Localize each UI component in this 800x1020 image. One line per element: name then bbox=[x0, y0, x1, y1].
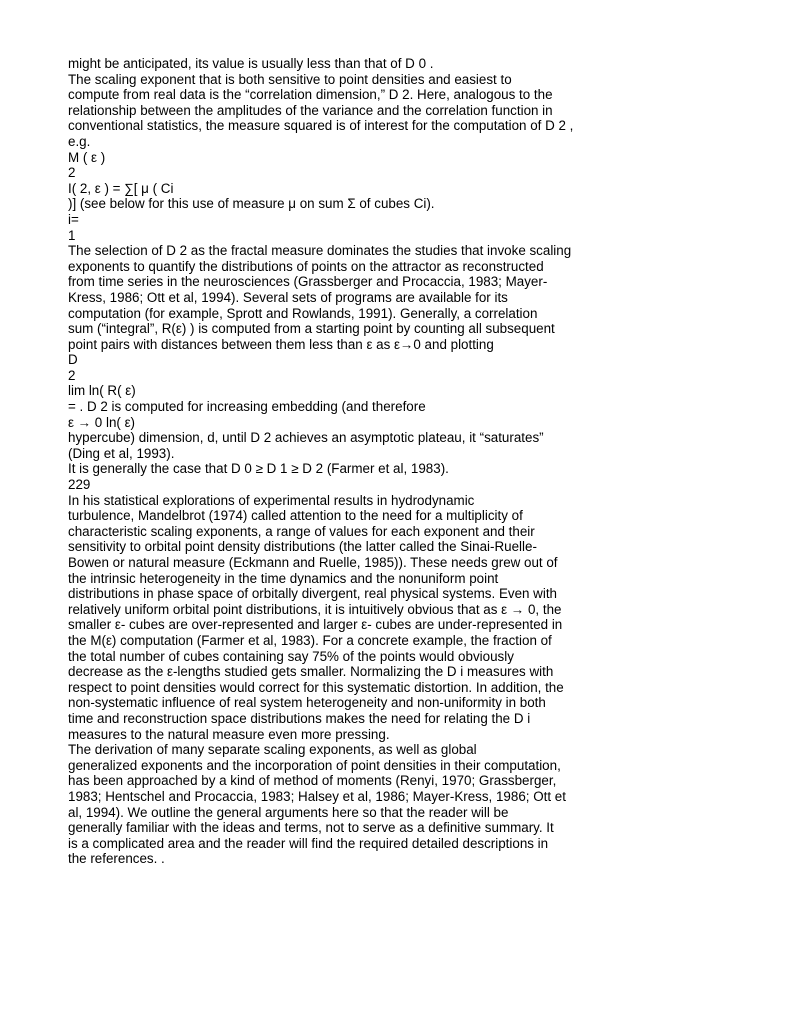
text-line: the intrinsic heterogeneity in the time dynamics and the nonuniform point bbox=[68, 570, 499, 586]
text-line: The selection of D 2 as the fractal measure dominates the studies that invoke scaling bbox=[68, 243, 572, 259]
text-line: computation (for example, Sprott and Rowlands, 1991). Generally, a correlation bbox=[68, 305, 538, 321]
text-line: respect to point densities would correct for this systematic distortion. In addition, the bbox=[68, 679, 564, 695]
formula-line: I( 2, ε ) = ∑[ μ ( Ci bbox=[68, 180, 174, 196]
text-line: generally familiar with the ideas and terms, not to serve as a definitive summary. It bbox=[68, 820, 554, 836]
formula-line: 2 bbox=[68, 367, 76, 383]
text-line: might be anticipated, its value is usually less than that of D 0 . bbox=[68, 56, 434, 71]
text-line: In his statistical explorations of experimental results in hydrodynamic bbox=[68, 492, 475, 508]
text-line: The scaling exponent that is both sensitive to point densities and easiest to bbox=[68, 71, 512, 87]
text-line: e.g. bbox=[68, 133, 91, 149]
text-line: is a complicated area and the reader will find the required detailed descriptions in bbox=[68, 835, 549, 851]
text-line: hypercube) dimension, d, until D 2 achieves an asymptotic plateau, it “saturates” bbox=[68, 430, 544, 446]
formula-line: i= bbox=[68, 211, 79, 227]
text-line: non-systematic influence of real system heterogeneity and non-uniformity in both bbox=[68, 695, 546, 711]
formula-line: ε → 0 ln( ε) bbox=[68, 414, 135, 430]
text-line: generalized exponents and the incorporation of point densities in their computation, bbox=[68, 757, 561, 773]
text-line: smaller ε- cubes are over-represented and larger ε- cubes are under-represented in bbox=[68, 617, 563, 633]
page-number: 229 bbox=[68, 477, 91, 493]
formula-line: 1 bbox=[68, 227, 76, 243]
text-line: 1983; Hentschel and Procaccia, 1983; Halsey et al, 1986; Mayer-Kress, 1986; Ott et bbox=[68, 788, 566, 804]
text-line: Bowen or natural measure (Eckmann and Ruelle, 1985)). These needs grew out of bbox=[68, 555, 558, 570]
text-line: characteristic scaling exponents, a range of values for each exponent and their bbox=[68, 523, 535, 539]
text-line: the M(ε) computation (Farmer et al, 1983). For a concrete example, the fraction of bbox=[68, 632, 552, 648]
text-line: measures to the natural measure even more pressing. bbox=[68, 726, 390, 742]
text-line: turbulence, Mandelbrot (1974) called attention to the need for a multiplicity of bbox=[68, 508, 523, 524]
formula-line: M ( ε ) bbox=[68, 149, 106, 165]
text-line: compute from real data is the “correlation dimension,” D 2. Here, analogous to the bbox=[68, 87, 553, 103]
text-line: )] (see below for this use of measure μ on sum Σ of cubes Ci). bbox=[68, 196, 435, 212]
text-line: sensitivity to orbital point density distributions (the latter called the Sinai-Ruelle- bbox=[68, 539, 537, 555]
text-line: conventional statistics, the measure squared is of interest for the computation of D 2 , bbox=[68, 118, 574, 134]
text-line: time and reconstruction space distributions makes the need for relating the D i bbox=[68, 710, 531, 726]
formula-line: lim ln( R( ε) bbox=[68, 383, 136, 399]
text-line: = . D 2 is computed for increasing embedding (and therefore bbox=[68, 399, 426, 415]
text-line: al, 1994). We outline the general arguments here so that the reader will be bbox=[68, 804, 509, 820]
text-line: distributions in phase space of orbitally divergent, real physical systems. Even with bbox=[68, 586, 557, 602]
text-line: The derivation of many separate scaling exponents, as well as global bbox=[68, 742, 477, 758]
text-line: sum (“integral”, R(ε) ) is computed from a starting point by counting all subsequent bbox=[68, 321, 555, 337]
document-page bbox=[68, 56, 788, 867]
formula-line: D bbox=[68, 352, 78, 368]
text-line: It is generally the case that D 0 ≥ D 1 ≥ D 2 (Farmer et al, 1983). bbox=[68, 461, 449, 477]
text-line: relationship between the amplitudes of the variance and the correlation function in bbox=[68, 102, 553, 118]
text-line: the references. . bbox=[68, 851, 165, 867]
text-line: has been approached by a kind of method of moments (Renyi, 1970; Grassberger, bbox=[68, 773, 557, 789]
text-line: exponents to quantify the distributions of points on the attractor as reconstructed bbox=[68, 258, 544, 274]
text-line: (Ding et al, 1993). bbox=[68, 445, 175, 461]
text-line: the total number of cubes containing say 75% of the points would obviously bbox=[68, 648, 514, 664]
text-line: relatively uniform orbital point distributions, it is intuitively obvious that as ε → 0, the bbox=[68, 601, 562, 617]
text-line: Kress, 1986; Ott et al, 1994). Several sets of programs are available for its bbox=[68, 289, 508, 305]
text-line: from time series in the neurosciences (Grassberger and Procaccia, 1983; Mayer- bbox=[68, 274, 548, 290]
formula-line: 2 bbox=[68, 165, 76, 181]
text-line: decrease as the ε-lengths studied gets smaller. Normalizing the D i measures with bbox=[68, 664, 554, 680]
text-line: point pairs with distances between them less than ε as ε→0 and plotting bbox=[68, 336, 494, 352]
